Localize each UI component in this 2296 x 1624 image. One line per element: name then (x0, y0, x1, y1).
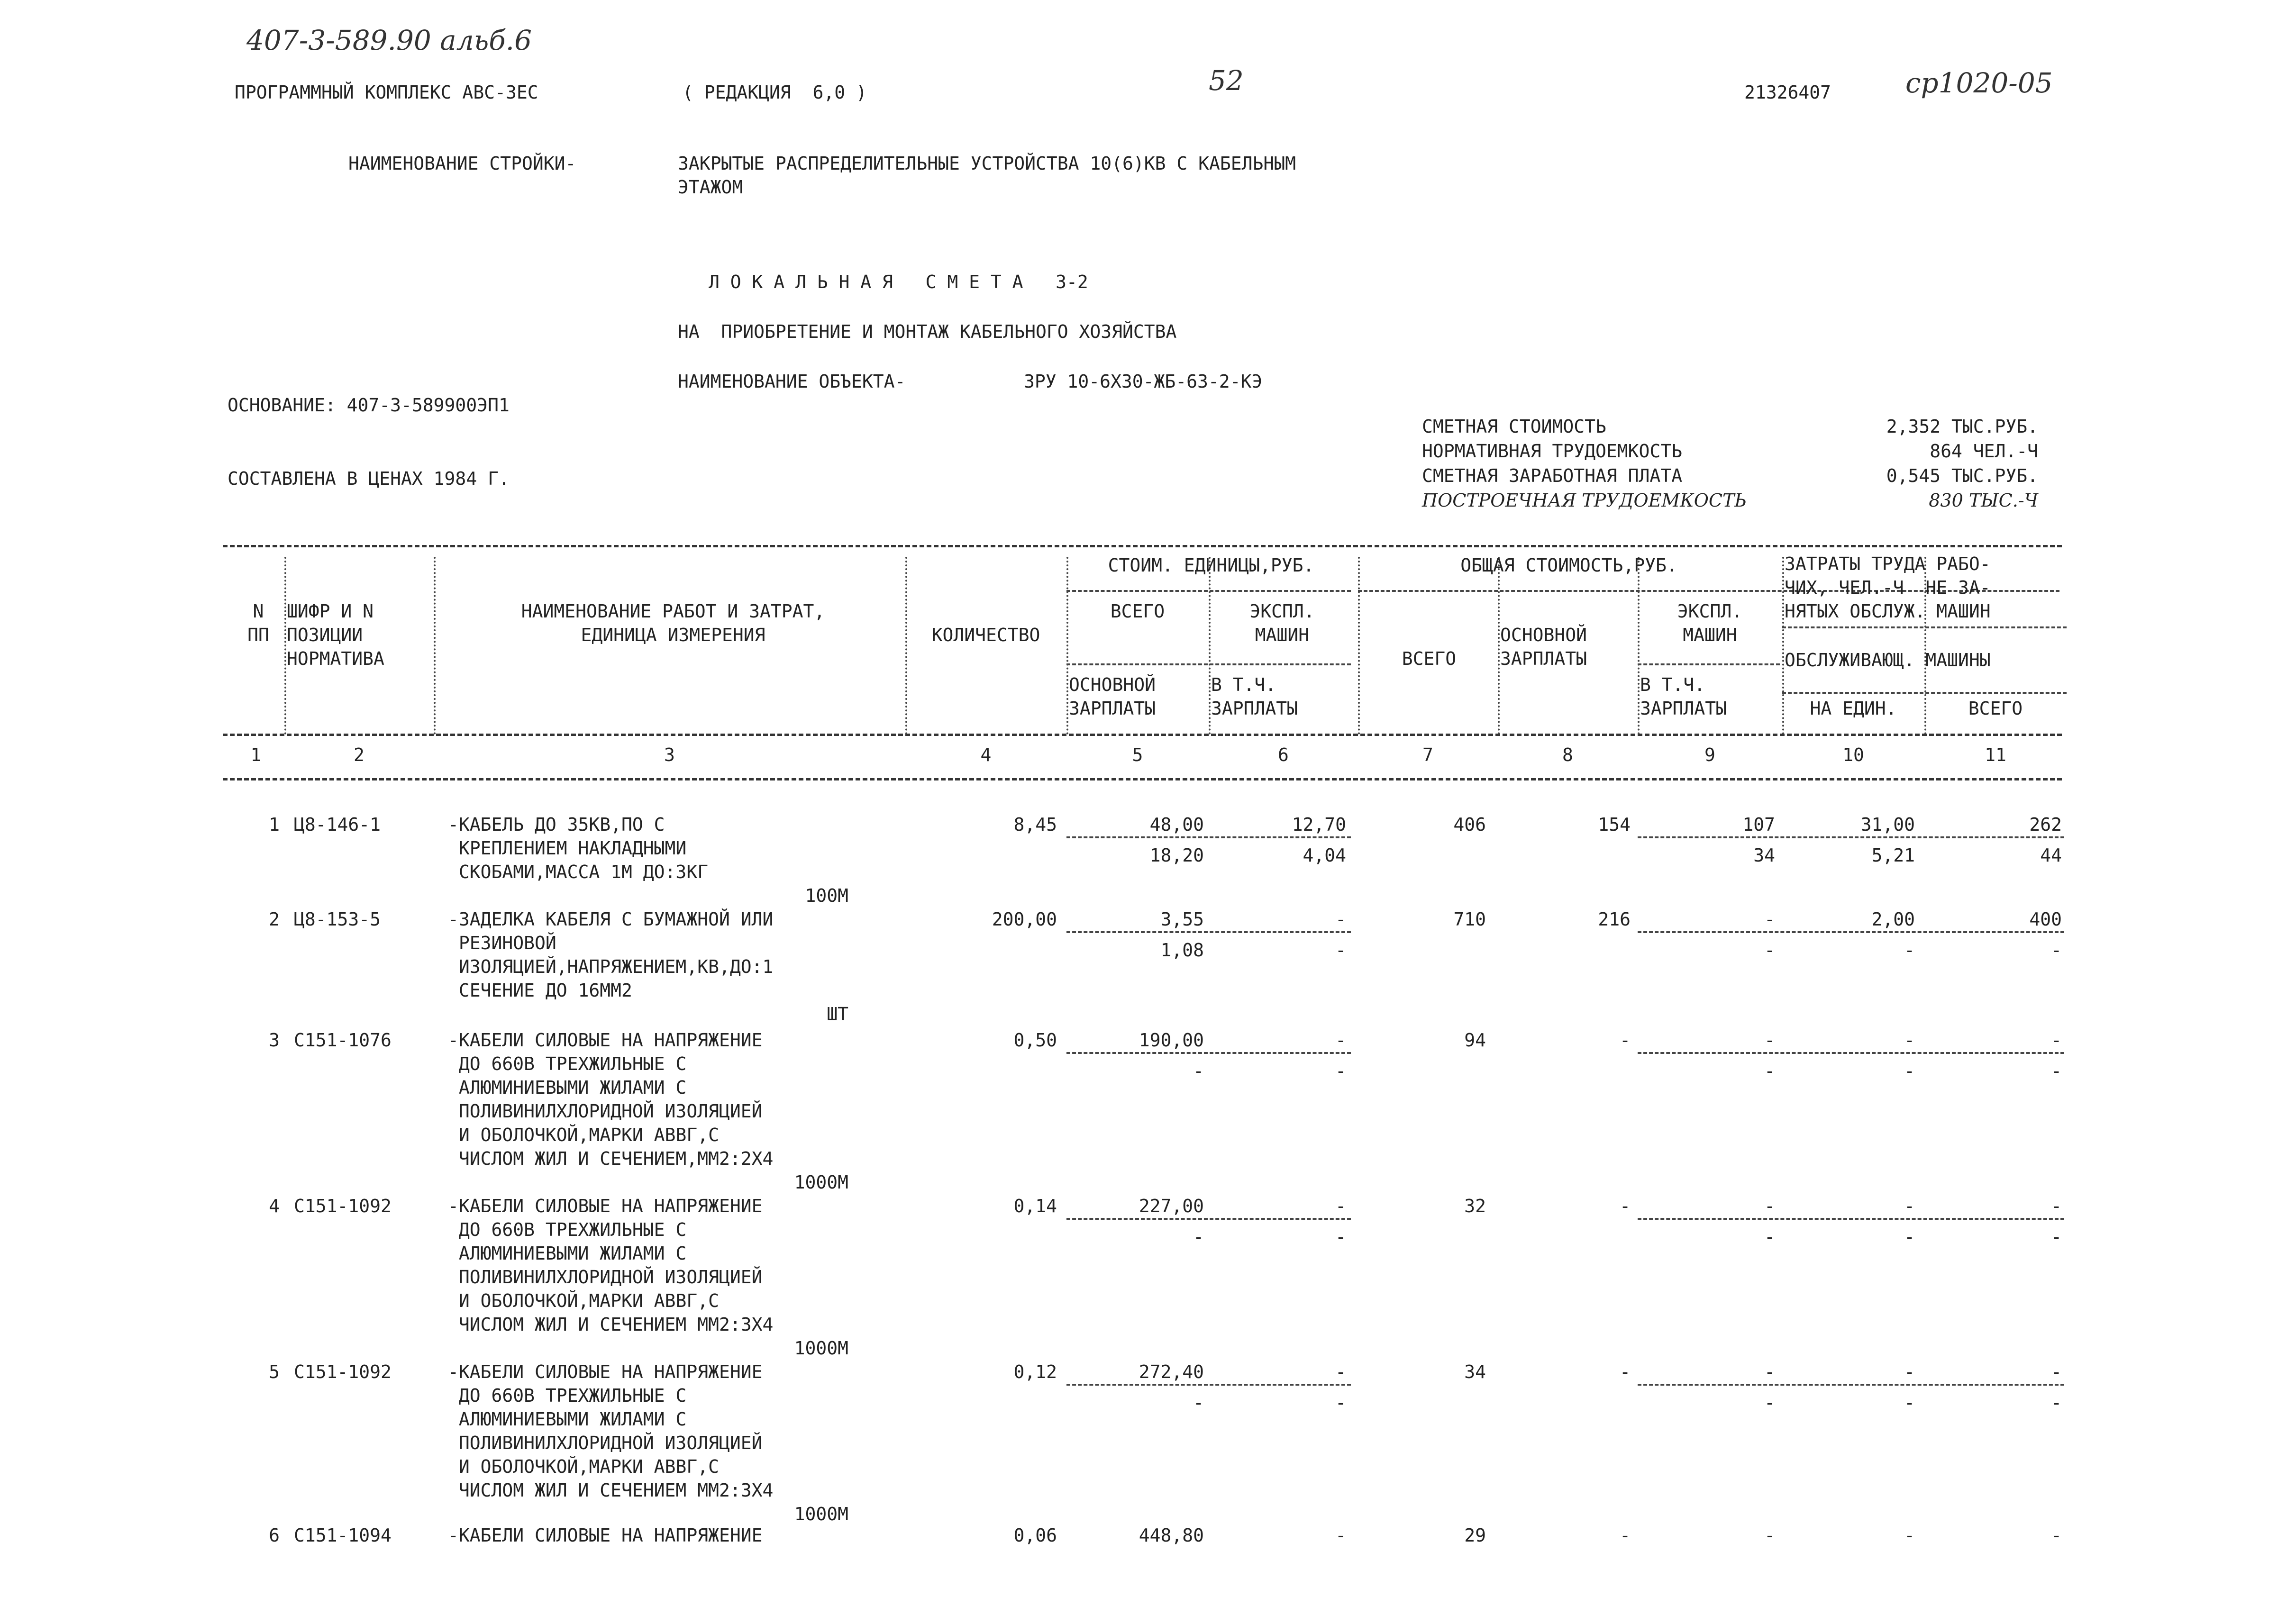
row-machine-labor-unit: - (1904, 940, 1915, 961)
row-subtotal-rule (1638, 1052, 2064, 1054)
row-name: -КАБЕЛЬ ДО 35КВ,ПО С КРЕПЛЕНИЕМ НАКЛАДНЫМИ СКОБАМИ,МАССА 1М ДО:3КГ (448, 814, 709, 882)
handwritten-archive-code: 407-3-589.90 альб.6 (246, 24, 532, 56)
software-name: ПРОГРАММНЫЙ КОМПЛЕКС АВС-3ЕС (235, 82, 538, 103)
row-machine-labor-total: - (2051, 1061, 2062, 1081)
header-unit-cost: СТОИМ. ЕДИНИЦЫ,РУБ. (1108, 555, 1314, 576)
row-qty: 0,14 (1013, 1196, 1057, 1216)
column-divider (1782, 557, 1784, 735)
column-number: 8 (1562, 744, 1573, 765)
header-col-6a: ЭКСПЛ. МАШИН (1249, 601, 1315, 645)
header-col-10: НА ЕДИН. (1810, 698, 1897, 719)
column-number: 7 (1422, 744, 1433, 765)
row-name: -ЗАДЕЛКА КАБЕЛЯ С БУМАЖНОЙ ИЛИ РЕЗИНОВОЙ ИЗОЛЯЦИЕЙ,НАПРЯЖЕНИЕМ,КВ,ДО:1 СЕЧЕНИЕ ДО 16ММ2 (448, 909, 774, 1001)
row-total: 710 (1453, 909, 1486, 930)
row-machines: - (1764, 1361, 1775, 1382)
table-top-rule (223, 545, 2062, 547)
column-divider (434, 557, 436, 735)
row-labor-unit: - (1904, 1525, 1915, 1546)
row-unit-salary: 1,08 (1160, 940, 1204, 961)
row-unit-total: 272,40 (1139, 1361, 1204, 1382)
row-machine-salary: - (1764, 1226, 1775, 1247)
row-machines: - (1764, 1196, 1775, 1216)
row-unit-machine-salary: - (1335, 1226, 1346, 1247)
row-unit-machine-salary: - (1335, 1392, 1346, 1413)
row-machine-salary: - (1764, 1061, 1775, 1081)
row-labor-unit: - (1904, 1030, 1915, 1051)
row-number: 4 (269, 1196, 280, 1216)
row-unit-machines: 12,70 (1292, 814, 1346, 835)
row-base-salary: 216 (1598, 909, 1631, 930)
row-machine-labor-unit: - (1904, 1226, 1915, 1247)
summary-value: 830 ТЫС.-Ч (1929, 490, 2038, 511)
column-number: 1 (250, 744, 262, 765)
summary-value: 0,545 ТЫС.РУБ. (1886, 465, 2038, 486)
row-unit: 1000М (794, 1172, 848, 1193)
summary-label: СМЕТНАЯ ЗАРАБОТНАЯ ПЛАТА (1422, 465, 1683, 486)
handwritten-code: ср1020-05 (1905, 67, 2053, 99)
row-machine-salary: - (1764, 1392, 1775, 1413)
summary-label: НОРМАТИВНАЯ ТРУДОЕМКОСТЬ (1422, 441, 1683, 462)
header-col-8: ОСНОВНОЙ ЗАРПЛАТЫ (1500, 625, 1587, 669)
edition: ( РЕДАКЦИЯ 6,0 ) (683, 82, 867, 103)
header-col-5a: ВСЕГО (1110, 601, 1165, 622)
column-number: 10 (1842, 744, 1864, 765)
summary-label: СМЕТНАЯ СТОИМОСТЬ (1422, 416, 1606, 437)
row-unit-total: 448,80 (1139, 1525, 1204, 1546)
header-total-cost: ОБЩАЯ СТОИМОСТЬ,РУБ. (1460, 555, 1677, 576)
document-code: 21326407 (1744, 82, 1831, 103)
row-subtotal-rule (1066, 931, 1351, 933)
table-numbers-rule (223, 778, 2062, 780)
row-labor-unit: - (1904, 1361, 1915, 1382)
row-unit-total: 190,00 (1139, 1030, 1204, 1051)
row-number: 6 (269, 1525, 280, 1546)
row-number: 3 (269, 1030, 280, 1051)
row-machines: 107 (1742, 814, 1775, 835)
column-divider (284, 557, 286, 735)
row-unit-machines: - (1335, 1525, 1346, 1546)
page-number: 52 (1209, 64, 1244, 97)
row-unit-machines: - (1335, 1030, 1346, 1051)
column-number: 11 (1985, 744, 2006, 765)
header-labor: ЗАТРАТЫ ТРУДА РАБО- ЧИХ, ЧЕЛ.-Ч НЕ ЗА- НЯТЫХ ОБСЛУЖ. МАШИН (1785, 553, 1991, 622)
row-subtotal-rule (1638, 836, 2064, 838)
row-machine-labor-total: 44 (2040, 845, 2062, 866)
row-labor-total: - (2051, 1030, 2062, 1051)
row-base-salary: - (1620, 1525, 1631, 1546)
header-col-4: КОЛИЧЕСТВО (931, 625, 1040, 645)
row-base-salary: - (1620, 1361, 1631, 1382)
header-col-3: НАИМЕНОВАНИЕ РАБОТ И ЗАТРАТ, ЕДИНИЦА ИЗМЕРЕНИЯ (521, 601, 825, 645)
row-total: 32 (1464, 1196, 1486, 1216)
price-level: СОСТАВЛЕНА В ЦЕНАХ 1984 Г. (228, 468, 510, 489)
row-machine-labor-unit: 5,21 (1871, 845, 1915, 866)
row-labor-total: - (2051, 1196, 2062, 1216)
row-machine-labor-unit: - (1904, 1061, 1915, 1081)
row-unit: 1000М (794, 1504, 848, 1524)
header-col-1: N ПП (247, 601, 269, 645)
row-labor-unit: - (1904, 1196, 1915, 1216)
row-number: 2 (269, 909, 280, 930)
row-unit-salary: - (1193, 1061, 1204, 1081)
summary-value: 864 ЧЕЛ.-Ч (1930, 441, 2038, 462)
row-subtotal-rule (1066, 1218, 1351, 1220)
header-subrule (1782, 626, 2067, 628)
row-labor-total: 262 (2029, 814, 2062, 835)
row-name: -КАБЕЛИ СИЛОВЫЕ НА НАПРЯЖЕНИЕ ДО 660В ТРЕХЖИЛЬНЫЕ С АЛЮМИНИЕВЫМИ ЖИЛАМИ С ПОЛИВИНИЛХЛОРИДНОЙ ИЗОЛЯЦИЕЙ И ОБОЛОЧКОЙ,МАРКИ АВВГ,С ЧИСЛОМ ЖИЛ И СЕЧЕНИЕМ,ММ2:2Х4 (448, 1030, 774, 1169)
row-unit-machine-salary: - (1335, 1061, 1346, 1081)
summary-label: ПОСТРОЕЧНАЯ ТРУДОЕМКОСТЬ (1422, 490, 1747, 511)
row-code: С151-1076 (294, 1030, 392, 1051)
document-subtitle: НА ПРИОБРЕТЕНИЕ И МОНТАЖ КАБЕЛЬНОГО ХОЗЯЙСТВА (678, 321, 1177, 342)
row-machine-labor-total: - (2051, 940, 2062, 961)
column-number: 9 (1704, 744, 1715, 765)
header-subrule (1638, 663, 1780, 665)
row-unit-total: 48,00 (1149, 814, 1204, 835)
document-title: Л О К А Л Ь Н А Я С М Е Т А 3-2 (709, 272, 1088, 292)
row-machines: - (1764, 909, 1775, 930)
column-number: 4 (980, 744, 992, 765)
table-header-rule (223, 734, 2062, 736)
row-unit-machine-salary: - (1335, 940, 1346, 961)
row-code: С151-1094 (294, 1525, 392, 1546)
header-col-9b: В Т.Ч. ЗАРПЛАТЫ (1640, 674, 1727, 719)
row-unit-total: 3,55 (1160, 909, 1204, 930)
row-unit-machines: - (1335, 1196, 1346, 1216)
row-unit-salary: - (1193, 1392, 1204, 1413)
row-subtotal-rule (1638, 931, 2064, 933)
object-label: НАИМЕНОВАНИЕ ОБЪЕКТА- (678, 371, 906, 392)
basis: ОСНОВАНИЕ: 407-3-589900ЭП1 (228, 395, 510, 416)
header-col-2: ШИФР И N ПОЗИЦИИ НОРМАТИВА (287, 601, 384, 669)
row-subtotal-rule (1066, 1384, 1351, 1386)
row-qty: 200,00 (992, 909, 1057, 930)
row-number: 1 (269, 814, 280, 835)
row-name: -КАБЕЛИ СИЛОВЫЕ НА НАПРЯЖЕНИЕ ДО 660В ТРЕХЖИЛЬНЫЕ С АЛЮМИНИЕВЫМИ ЖИЛАМИ С ПОЛИВИНИЛХЛОРИДНОЙ ИЗОЛЯЦИЕЙ И ОБОЛОЧКОЙ,МАРКИ АВВГ,С ЧИСЛОМ ЖИЛ И СЕЧЕНИЕМ ММ2:3Х4 (448, 1196, 774, 1335)
object-value: ЗРУ 10-6Х30-ЖБ-63-2-КЭ (1024, 371, 1263, 392)
header-subrule (1066, 590, 1351, 592)
construction-line2: ЭТАЖОМ (678, 177, 743, 198)
row-unit: ШТ (827, 1004, 848, 1025)
row-code: С151-1092 (294, 1196, 392, 1216)
row-subtotal-rule (1066, 836, 1351, 838)
row-unit-machines: - (1335, 1361, 1346, 1382)
row-labor-unit: 31,00 (1860, 814, 1915, 835)
row-code: Ц8-153-5 (294, 909, 381, 930)
row-subtotal-rule (1066, 1052, 1351, 1054)
row-total: 29 (1464, 1525, 1486, 1546)
summary-value: 2,352 ТЫС.РУБ. (1886, 416, 2038, 437)
column-number: 2 (354, 744, 364, 765)
row-machine-labor-total: - (2051, 1226, 2062, 1247)
row-total: 406 (1453, 814, 1486, 835)
row-unit-machines: - (1335, 909, 1346, 930)
row-machine-labor-total: - (2051, 1392, 2062, 1413)
column-number: 5 (1132, 744, 1143, 765)
row-qty: 0,06 (1013, 1525, 1057, 1546)
row-unit: 1000М (794, 1338, 848, 1359)
header-col-7: ВСЕГО (1402, 648, 1457, 669)
row-name: -КАБЕЛИ СИЛОВЫЕ НА НАПРЯЖЕНИЕ ДО 660В ТРЕХЖИЛЬНЫЕ С АЛЮМИНИЕВЫМИ ЖИЛАМИ С ПОЛИВИНИЛХЛОРИДНОЙ ИЗОЛЯЦИЕЙ И ОБОЛОЧКОЙ,МАРКИ АВВГ,С ЧИСЛОМ ЖИЛ И СЕЧЕНИЕМ ММ2:3Х4 (448, 1361, 774, 1501)
column-divider (1638, 557, 1640, 735)
row-total: 94 (1464, 1030, 1486, 1051)
header-subrule (1782, 692, 2067, 694)
row-total: 34 (1464, 1361, 1486, 1382)
row-machines: - (1764, 1030, 1775, 1051)
construction-label: НАИМЕНОВАНИЕ СТРОЙКИ- (348, 153, 576, 174)
column-divider (905, 557, 907, 735)
row-code: С151-1092 (294, 1361, 392, 1382)
header-labor-machines: ОБСЛУЖИВАЮЩ. МАШИНЫ (1785, 650, 1991, 671)
column-number: 6 (1278, 744, 1289, 765)
row-base-salary: 154 (1598, 814, 1631, 835)
row-base-salary: - (1620, 1030, 1631, 1051)
header-col-6b: В Т.Ч. ЗАРПЛАТЫ (1211, 674, 1298, 719)
column-divider (1209, 557, 1211, 735)
row-unit-salary: 18,20 (1149, 845, 1204, 866)
row-code: Ц8-146-1 (294, 814, 381, 835)
row-subtotal-rule (1638, 1384, 2064, 1386)
row-qty: 8,45 (1013, 814, 1057, 835)
row-qty: 0,12 (1013, 1361, 1057, 1382)
row-labor-total: - (2051, 1361, 2062, 1382)
construction-line1: ЗАКРЫТЫЕ РАСПРЕДЕЛИТЕЛЬНЫЕ УСТРОЙСТВА 10(6)КВ С КАБЕЛЬНЫМ (678, 153, 1296, 174)
column-divider (1066, 557, 1068, 735)
header-col-9a: ЭКСПЛ. МАШИН (1677, 601, 1743, 645)
row-unit-machine-salary: 4,04 (1303, 845, 1346, 866)
row-unit-salary: - (1193, 1226, 1204, 1247)
header-subrule (1066, 663, 1351, 665)
row-labor-total: - (2051, 1525, 2062, 1546)
row-unit: 100М (805, 885, 848, 906)
row-machines: - (1764, 1525, 1775, 1546)
row-machine-salary: 34 (1753, 845, 1775, 866)
row-machine-salary: - (1764, 940, 1775, 961)
row-labor-unit: 2,00 (1871, 909, 1915, 930)
row-machine-labor-unit: - (1904, 1392, 1915, 1413)
column-divider (1358, 557, 1360, 735)
row-unit-total: 227,00 (1139, 1196, 1204, 1216)
row-number: 5 (269, 1361, 280, 1382)
row-base-salary: - (1620, 1196, 1631, 1216)
header-col-11: ВСЕГО (1968, 698, 2023, 719)
column-number: 3 (664, 744, 675, 765)
row-name: -КАБЕЛИ СИЛОВЫЕ НА НАПРЯЖЕНИЕ (448, 1525, 763, 1546)
header-col-5b: ОСНОВНОЙ ЗАРПЛАТЫ (1069, 674, 1156, 719)
row-subtotal-rule (1638, 1218, 2064, 1220)
row-qty: 0,50 (1013, 1030, 1057, 1051)
row-labor-total: 400 (2029, 909, 2062, 930)
column-divider (1498, 557, 1500, 735)
